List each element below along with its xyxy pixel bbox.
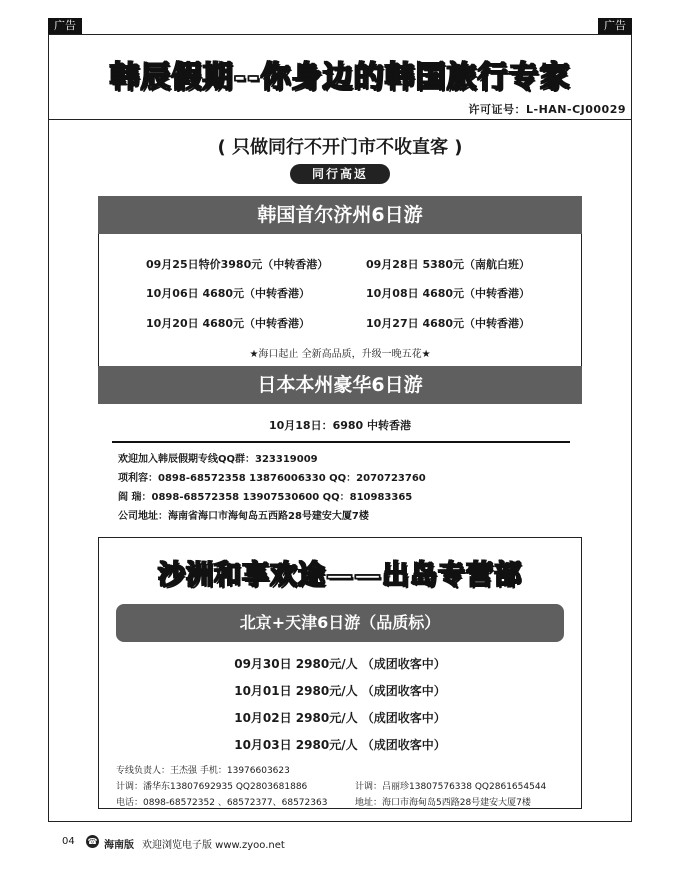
footer-phone: 电话：0898-68572352 、68572377、68572363 [116,798,328,808]
contact-person-2: 阎 瑞：0898-68572358 13907530600 QQ：810983365 [118,492,413,503]
edition-icon: ☎ [87,837,98,846]
japan-row: 10月18日：6980 中转香港 [268,419,412,432]
korea-row-3-right: 10月27日 4680元（中转香港） [366,317,531,330]
departure-row-1: 09月30日 2980元/人 （成团收客中） [234,657,446,671]
edition-tagline: 欢迎浏览电子版 www.zyoo.net [142,840,285,851]
edition-name: 海南版 [104,840,134,851]
korea-row-2-right: 10月08日 4680元（中转香港） [366,287,531,300]
page-number: 04 [62,836,75,847]
license-number: 许可证号：L-HAN-CJ00029 [468,103,626,116]
departure-list [98,655,582,765]
slogan: ( 只做同行不开门市不收直客 ) [217,137,463,158]
contact-address: 公司地址：海南省海口市海甸岛五西路28号建安大厦7楼 [118,511,369,522]
korea-row-2-left: 10月06日 4680元（中转香港） [146,287,311,300]
footer-address: 地址：海口市海甸岛5西路28号建安大厦7楼 [355,798,531,808]
route-title-bar: 北京+天津6日游（品质标） [116,604,564,642]
header-divider [48,119,632,120]
korea-row-1-right: 09月28日 5380元（南航白班） [366,258,531,271]
page-footer [0,836,680,852]
ad-label-left: 广告 [48,18,82,34]
contact-qq-group: 欢迎加入韩辰假期专线QQ群：323319009 [118,454,318,465]
footer-planner-1: 计调：潘华东13807692935 QQ2803681886 [116,782,308,792]
footer-planner-2: 计调：吕丽珍13807576338 QQ2861654544 [355,782,547,792]
departure-row-3: 10月02日 2980元/人 （成团收客中） [234,711,446,725]
contact-divider [112,441,570,443]
ad-label-right: 广告 [598,18,632,34]
japan-title-bar: 日本本州豪华6日游 [98,366,582,404]
contact-person-1: 项利容：0898-68572358 13876006330 QQ：2070723760 [118,473,426,484]
footer-manager: 专线负责人：王杰强 手机：13976603623 [116,766,290,776]
korea-note: ★海口起止 全新高品质，升级一晚五花★ [249,349,431,360]
header-title: 韩辰假期--你身边的韩国旅行专家 [109,60,571,95]
korea-title-bar: 韩国首尔济州6日游 [98,196,582,234]
korea-row-1-left: 09月25日特价3980元（中转香港） [146,258,329,271]
bottom-title: 沙洲和享欢途——出岛专营部 [158,560,522,591]
departure-row-4: 10月03日 2980元/人 （成团收客中） [234,738,446,752]
korea-row-3-left: 10月20日 4680元（中转香港） [146,317,311,330]
departure-row-2: 10月01日 2980元/人 （成团收客中） [234,684,446,698]
badge-high-rebate: 同行高返 [290,164,390,184]
